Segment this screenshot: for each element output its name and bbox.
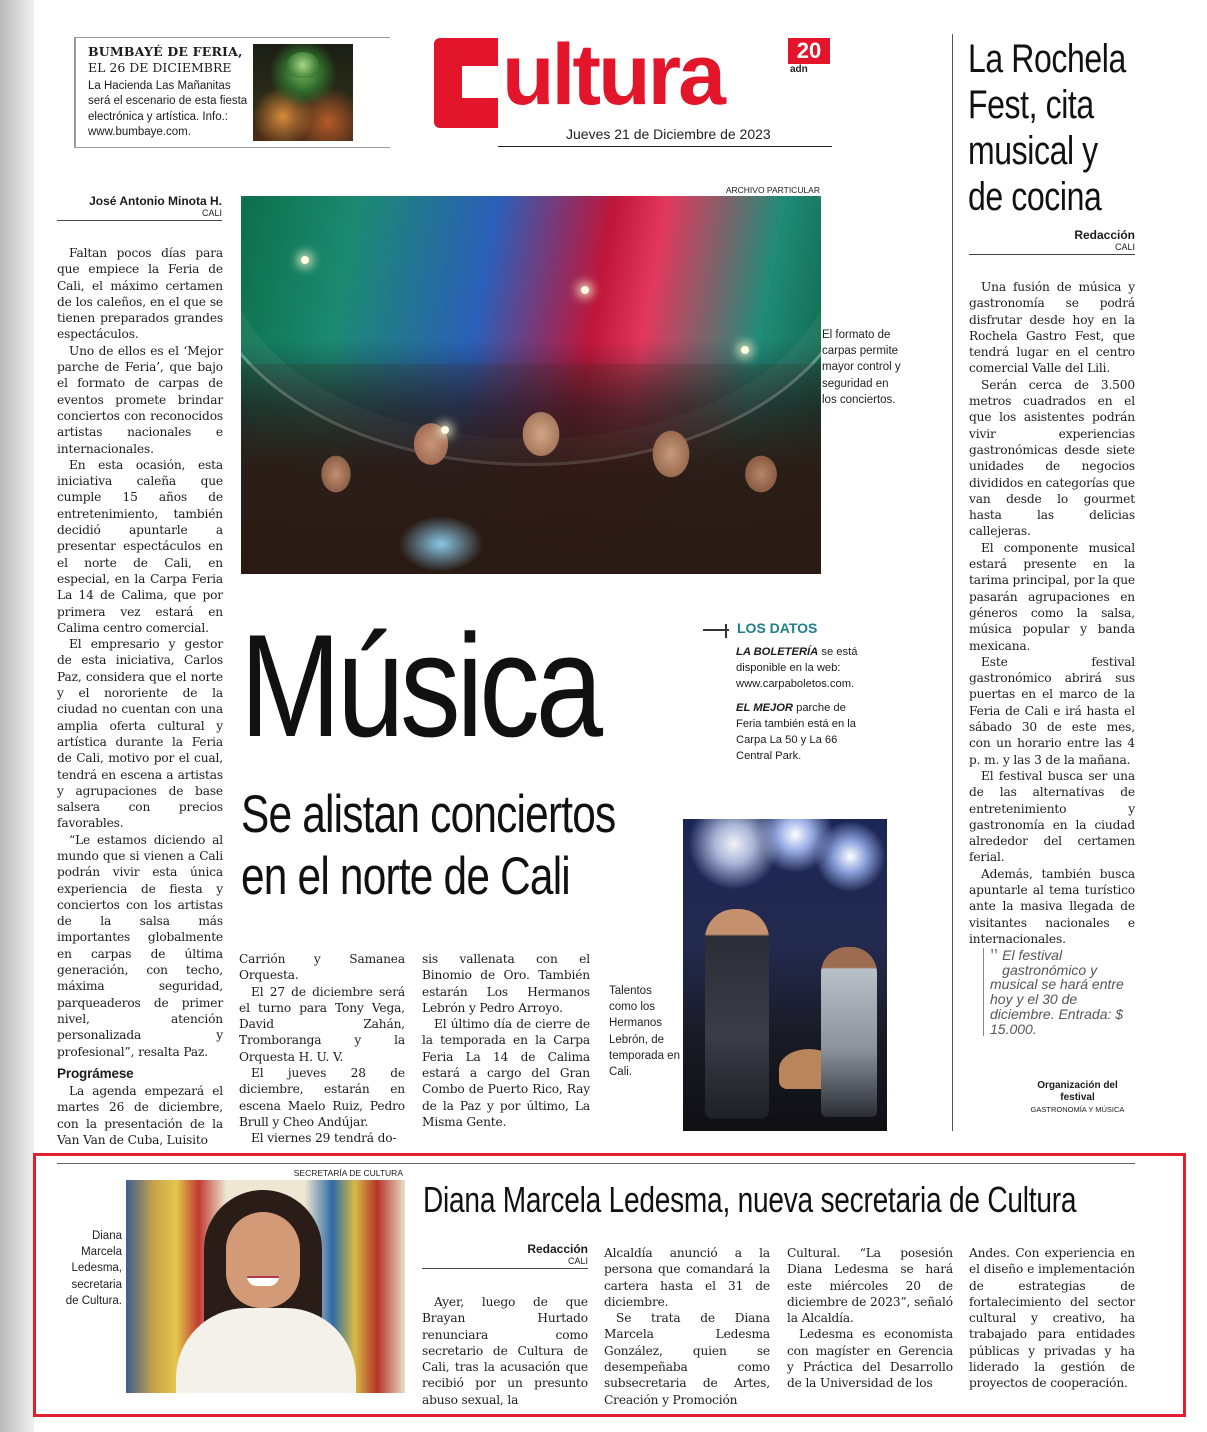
paragraph: El último día de cierre de la temporada en la Carpa Feria La 14 de Calima estará a cargo del Gran Combo de Puerto Rico, Ray de la Paz y por último, La Misma Gente. [422,1017,590,1129]
phone-flash [441,426,449,434]
paragraph: Faltan pocos días para que empiece la Feria de Cali, el máximo certamen de los caleños, en el que se tienen preparados grandes espectáculos. [57,246,223,342]
author-city: CALI [422,1256,588,1269]
paragraph: El componente musical estará presente en la tarima principal, por la que pasarán agrupaciones en géneros como la salsa, música popular y banda mexicana. [969,540,1135,653]
pull-quote-text: El festival gastronómico y musical se hará entre hoy y el 30 de diciembre. Entrada: $ 15.000. [990,947,1124,1037]
portrait-caption: Diana Marcela Ledesma, secretaria de Cultura. [65,1230,122,1307]
paragraph: Ledesma es economista con magíster en Gerencia y Práctica del Desarrollo de la Universidad de los [787,1327,953,1391]
data-item-text: parche de Feria también está en la Carpa La 50 y La 66 Central Park. [736,702,857,762]
page-binding-shadow [0,0,34,1432]
paragraph: Este festival gastronómico abrirá sus puertas en el marco de la Feria de Cali e irá hasta el sábado 30 de este mes, con un horario entre las 4 p. m. y las 3 de la mañana. [969,654,1135,767]
bottom-byline [422,1242,588,1269]
edition-date: Jueves 21 de Diciembre de 2023 [566,126,771,142]
concert-crowd-photo[interactable] [241,196,821,574]
subheadline: Se alistan conciertos en el norte de Cali [241,785,616,906]
paragraph: Uno de ellos es el ‘Mejor parche de Feria’, que bajo el formato de carpas de eventos promete brindar conciertos con reconocidos artistas nacionales e internacionales. [57,343,223,456]
paragraph: El 27 de diciembre será el turno para Tony Vega, David Zahán, Tromboranga y la Orquesta H. U. V. [239,984,405,1064]
stage-light [301,256,309,264]
author-city: CALI [969,242,1135,255]
paragraph: “Le estamos diciendo al mundo que si vienen a Cali podrán vivir esta única experiencia de fiesta y conciertos con los artistas de la salsa más importantes globalmente en carpas de última generación, con techo, máxima seguridad, parqueaderos de primer nivel, atención personalizada y profesional”, resalta Paz. [57,832,223,1059]
teaser-body: La Hacienda Las Mañanitas será el escenario de esta fiesta electrónica y artística. Info.: www.bumbaye.com. [88,79,248,139]
quote-role: GASTRONOMÍA Y MÚSICA [1030,1105,1125,1114]
quote-mark-icon: " [990,945,999,967]
data-item [703,700,863,764]
paragraph: El empresario y gestor de esta iniciativa, Carlos Paz, considera que el norte y el nororiente de la ciudad no cuentan con una amplia oferta cultural y artística durante la Feria de Cali, motivo por el cual, tendrá en escena a artistas y agrupaciones de base salsera con precios favorables. [57,637,223,831]
author-name: Redacción [527,1242,588,1256]
stage-light [581,286,589,294]
author-name: José Antonio Minota H. [89,194,222,208]
bottom-column-4 [969,1245,1135,1392]
data-item-lead: LA BOLETERÍA [736,646,819,658]
pull-quote [983,945,1133,1037]
data-item [703,644,863,692]
bottom-rule [57,1163,1135,1164]
paragraph: En esta ocasión, esta iniciativa caleña que cumple 15 años de entretenimiento, también decidió apuntarle a presentar espectáculos en el norte de Cali, en especial, en la Carpa Feria La 14 de Calima, que por primera vez estará en Calima centro comercial. [57,457,223,635]
paragraph: El festival busca ser una de las alternativas de entretenimiento y gastronomía en la ciudad alrededor del certamen ferial. [969,768,1135,865]
data-box-title: LOS DATOS [703,620,863,636]
smile [247,1276,279,1286]
crowd [241,364,821,574]
publication-logo: adn [790,64,808,75]
headline: Música [240,604,599,767]
teaser-box[interactable] [74,37,390,148]
paragraph: sis vallenata con el Binomio de Oro. También estarán Los Hermanos Lebrón y Pedro Arroyo. [422,952,590,1015]
teaser-text [88,44,248,141]
paragraph: Ayer, luego de que Brayan Hurtado renunciara como secretario de Cultura de Cali, tras la acusación que recibió por un presunto abuso sexual, la [422,1295,588,1407]
band-photo-caption: Talentos como los Hermanos Lebrón, de temporada en Cali. [609,985,680,1079]
bottom-column-3 [787,1245,953,1392]
paragraph: La agenda empezará el martes 26 de diciembre, con la presentación de la Van Van de Cuba, Luisito [57,1084,223,1148]
data-box [703,620,863,764]
section-subtitle: Prográmese [57,1065,134,1081]
paragraph: Además, también busca apuntarle al tema turístico ante la masiva llegada de visitantes nacionales e internacionales. [969,866,1135,946]
bottom-column-1 [422,1294,588,1408]
section-masthead [434,27,834,148]
data-item-text: se está disponible en la web: www.carpaboletos.com. [736,646,858,690]
portrait-photo[interactable] [126,1180,405,1393]
paragraph: Andes. Con experiencia en el diseño e implementación de estrategias de fortalecimiento del sector cultural y creativo, ha trabajado para entidades públicas y privadas y ha liderado la gestión de proyectos de cooperación. [969,1246,1135,1391]
main-byline [57,194,222,221]
paragraph: Cultural. “La posesión Diana Ledesma se hará este miércoles 20 de diciembre de 2023”, señaló la Alcaldía. [787,1246,953,1326]
main-column-3 [422,951,590,1130]
main-column-2 [239,951,405,1147]
column-divider [952,34,953,1131]
page-number: 20 [788,38,830,64]
percussionist-figure [821,947,877,1117]
teaser-date: EL 26 DE DICIEMBRE [88,60,232,76]
face [226,1212,300,1308]
data-item-lead: EL MEJOR [736,702,793,714]
side-article-body [969,279,1135,947]
paragraph: Carrión y Samanea Orquesta. [239,952,405,983]
band-photo[interactable] [683,819,887,1131]
singer-figure [705,909,769,1119]
photo-caption: El formato de carpas permite mayor control y seguridad en los conciertos. [822,329,901,406]
shirt [176,1308,356,1393]
mask-graphic [287,52,319,78]
author-city: CALI [57,208,222,221]
author-name: Redacción [1074,228,1135,242]
section-title: ultura [502,27,723,123]
masthead-rule [498,146,832,147]
paragraph: Serán cerca de 3.500 metros cuadrados en el que los asistentes podrán vivir experiencias gastronómicas desde siete unidades de negocios divididos en categorías que van desde lo gourmet hasta las delicias callejeras. [969,377,1135,539]
quote-attribution [1020,1080,1135,1116]
photo-credit: ARCHIVO PARTICULAR [725,185,820,195]
teaser-photo [253,44,353,141]
paragraph: El viernes 29 tendrá do- [251,1131,397,1146]
side-article-byline [969,228,1135,255]
main-column-1 [57,245,223,1148]
paragraph: Alcaldía anunció a la persona que comandará la cartera hasta el 31 de diciembre. [604,1246,770,1309]
side-article-headline: La Rochela Fest, cita musical y de cocina [968,37,1126,219]
quote-author: Organización del festival [1037,1080,1118,1103]
teaser-title: BUMBAYÉ DE FERIA, [88,44,243,59]
adn-badge [788,38,830,76]
stage-light [741,346,749,354]
section-logo-c [434,38,498,128]
paragraph: Una fusión de música y gastronomía se podrá disfrutar desde hoy en la Rochela Gastro Fest, que tendrá lugar en el centro comercial Valle del Lili. [969,280,1135,376]
bottom-column-2 [604,1245,770,1408]
bottom-headline: Diana Marcela Ledesma, nueva secretaria de Cultura [423,1179,1077,1220]
paragraph: Se trata de Diana Marcela Ledesma González, quien se desempeñaba como subsecretaria de Artes, Creación y Promoción [604,1311,770,1407]
photo-credit: SECRETARÍA DE CULTURA [293,1168,403,1178]
paragraph: El jueves 28 de diciembre, estarán en escena Maelo Ruiz, Pedro Brull y Cheo Andújar. [239,1066,405,1129]
